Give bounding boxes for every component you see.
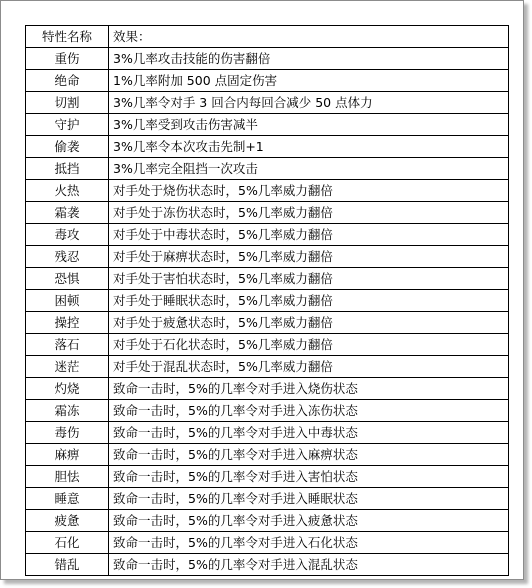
- trait-name-cell: 毒攻: [26, 224, 109, 246]
- trait-effect-cell: 致命一击时，5%的几率令对手进入害怕状态: [109, 466, 509, 488]
- trait-effect-cell: 3%几率受到攻击伤害减半: [109, 114, 509, 136]
- trait-effect-cell: 对手处于烧伤状态时，5%几率威力翻倍: [109, 180, 509, 202]
- trait-name-cell: 残忍: [26, 246, 109, 268]
- trait-name-cell: 疲惫: [26, 510, 109, 532]
- trait-name-cell: 重伤: [26, 48, 109, 70]
- trait-effect-cell: 3%几率完全阻挡一次攻击: [109, 158, 509, 180]
- table-row: [26, 356, 509, 378]
- trait-name-cell: 落石: [26, 334, 109, 356]
- trait-name-cell: 错乱: [26, 554, 109, 576]
- trait-table-body: [26, 26, 509, 576]
- table-row: [26, 114, 509, 136]
- table-row: [26, 466, 509, 488]
- trait-effect-cell: 对手处于害怕状态时，5%几率威力翻倍: [109, 268, 509, 290]
- table-row: [26, 158, 509, 180]
- trait-effect-cell: 对手处于石化状态时，5%几率威力翻倍: [109, 334, 509, 356]
- trait-name-cell: 霜袭: [26, 202, 109, 224]
- table-row: [26, 290, 509, 312]
- trait-effect-cell: 致命一击时，5%的几率令对手进入麻痹状态: [109, 444, 509, 466]
- trait-effect-cell: 致命一击时，5%的几率令对手进入疲惫状态: [109, 510, 509, 532]
- trait-effect-cell: 3%几率攻击技能的伤害翻倍: [109, 48, 509, 70]
- header-trait-name: 特性名称: [26, 26, 109, 48]
- trait-effect-cell: 对手处于疲惫状态时，5%几率威力翻倍: [109, 312, 509, 334]
- table-row: [26, 554, 509, 576]
- table-row: [26, 334, 509, 356]
- table-row: [26, 488, 509, 510]
- table-row: [26, 92, 509, 114]
- trait-effect-cell: 对手处于混乱状态时，5%几率威力翻倍: [109, 356, 509, 378]
- trait-name-cell: 霜冻: [26, 400, 109, 422]
- trait-name-cell: 火热: [26, 180, 109, 202]
- header-effect: 效果：: [109, 26, 509, 48]
- trait-table: [25, 25, 509, 576]
- trait-effect-cell: 对手处于睡眠状态时，5%几率威力翻倍: [109, 290, 509, 312]
- trait-effect-cell: 3%几率令对手 3 回合内每回合减少 50 点体力: [109, 92, 509, 114]
- table-row: [26, 70, 509, 92]
- table-row: [26, 136, 509, 158]
- trait-name-cell: 抵挡: [26, 158, 109, 180]
- trait-name-cell: 麻痹: [26, 444, 109, 466]
- trait-effect-cell: 致命一击时，5%的几率令对手进入烧伤状态: [109, 378, 509, 400]
- trait-name-cell: 切割: [26, 92, 109, 114]
- trait-name-cell: 操控: [26, 312, 109, 334]
- table-header-row: [26, 26, 509, 48]
- table-row: [26, 48, 509, 70]
- table-row: [26, 444, 509, 466]
- trait-name-cell: 毒伤: [26, 422, 109, 444]
- table-row: [26, 378, 509, 400]
- trait-effect-cell: 致命一击时，5%的几率令对手进入冻伤状态: [109, 400, 509, 422]
- trait-effect-cell: 对手处于中毒状态时，5%几率威力翻倍: [109, 224, 509, 246]
- trait-effect-cell: 对手处于麻痹状态时，5%几率威力翻倍: [109, 246, 509, 268]
- table-row: [26, 422, 509, 444]
- trait-name-cell: 石化: [26, 532, 109, 554]
- trait-name-cell: 绝命: [26, 70, 109, 92]
- table-row: [26, 246, 509, 268]
- trait-effect-cell: 致命一击时，5%的几率令对手进入中毒状态: [109, 422, 509, 444]
- trait-effect-cell: 3%几率令本次攻击先制+1: [109, 136, 509, 158]
- trait-name-cell: 迷茫: [26, 356, 109, 378]
- table-row: [26, 312, 509, 334]
- table-row: [26, 224, 509, 246]
- trait-name-cell: 睡意: [26, 488, 109, 510]
- trait-effect-cell: 致命一击时，5%的几率令对手进入混乱状态: [109, 554, 509, 576]
- table-row: [26, 510, 509, 532]
- table-row: [26, 180, 509, 202]
- table-row: [26, 202, 509, 224]
- trait-name-cell: 胆怯: [26, 466, 109, 488]
- trait-name-cell: 守护: [26, 114, 109, 136]
- table-row: [26, 400, 509, 422]
- trait-effect-cell: 对手处于冻伤状态时，5%几率威力翻倍: [109, 202, 509, 224]
- trait-effect-cell: 1%几率附加 500 点固定伤害: [109, 70, 509, 92]
- table-row: [26, 532, 509, 554]
- trait-name-cell: 困顿: [26, 290, 109, 312]
- trait-effect-cell: 致命一击时，5%的几率令对手进入石化状态: [109, 532, 509, 554]
- trait-name-cell: 恐惧: [26, 268, 109, 290]
- table-row: [26, 268, 509, 290]
- trait-name-cell: 偷袭: [26, 136, 109, 158]
- trait-name-cell: 灼烧: [26, 378, 109, 400]
- trait-effect-cell: 致命一击时，5%的几率令对手进入睡眠状态: [109, 488, 509, 510]
